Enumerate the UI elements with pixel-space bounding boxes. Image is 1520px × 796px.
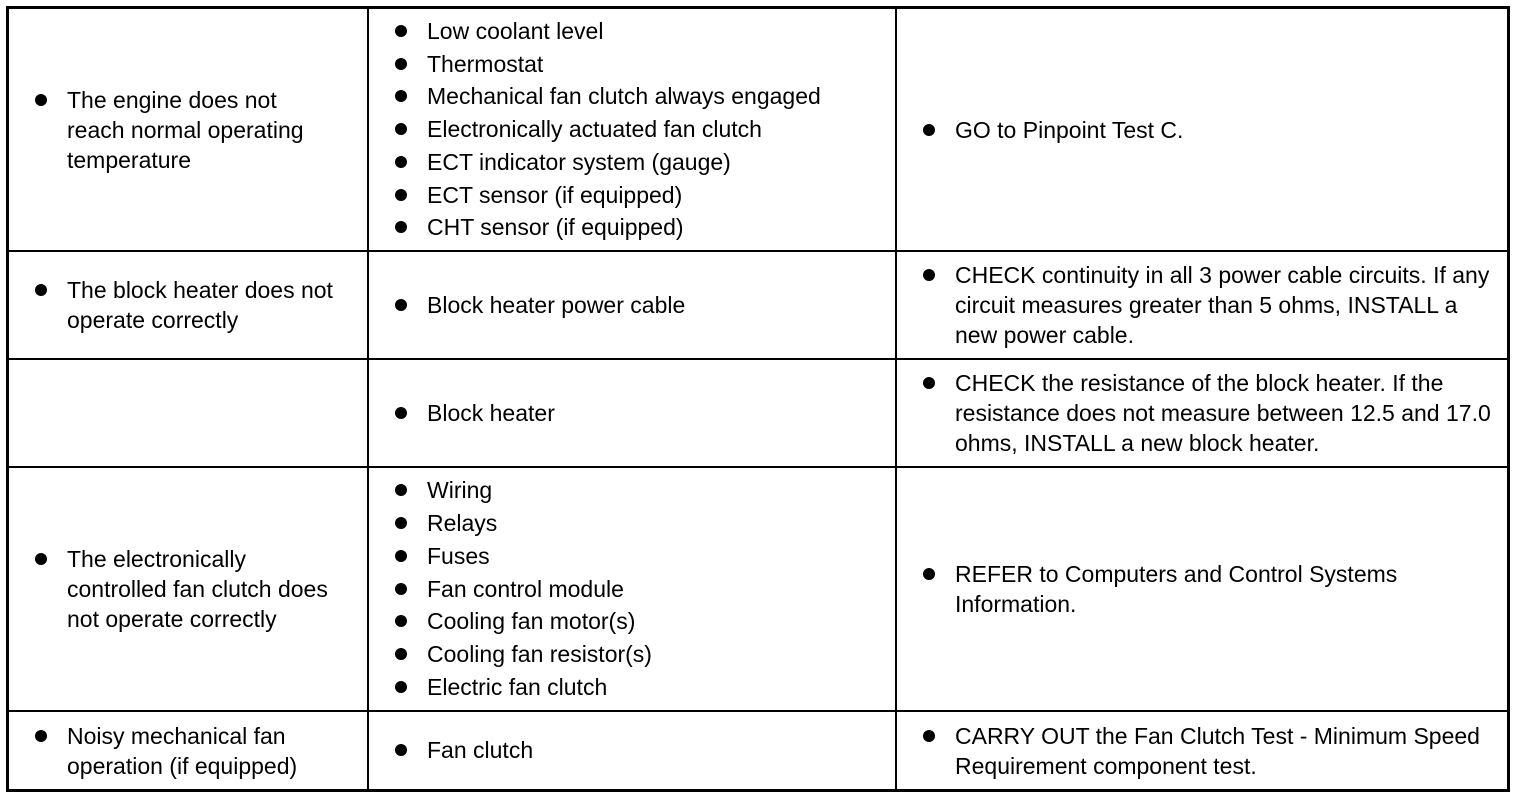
- table-row: [9, 360, 1507, 468]
- action-text: CARRY OUT the Fan Clutch Test - Minimum Speed Requirement component test.: [955, 722, 1480, 779]
- action-cell: [897, 360, 1507, 466]
- bullet-icon: [395, 58, 407, 70]
- action-item: [923, 559, 1433, 619]
- source-text: Fuses: [427, 542, 490, 569]
- bullet-icon: [923, 377, 935, 389]
- action-item: [923, 115, 1183, 145]
- condition-item: [35, 85, 335, 175]
- bullet-icon: [395, 648, 407, 660]
- bullet-icon: [35, 284, 47, 296]
- source-item: [395, 80, 821, 113]
- source-text: Electric fan clutch: [427, 673, 608, 700]
- action-item: [923, 721, 1495, 781]
- table-row: [9, 9, 1507, 252]
- bullet-icon: [395, 221, 407, 233]
- bullet-icon: [395, 583, 407, 595]
- source-list: [395, 15, 821, 245]
- source-list: [395, 474, 652, 704]
- bullet-icon: [395, 744, 407, 756]
- source-text: CHT sensor (if equipped): [427, 214, 684, 241]
- bullet-icon: [35, 730, 47, 742]
- source-text: Fan control module: [427, 575, 624, 602]
- bullet-icon: [395, 681, 407, 693]
- condition-text: The block heater does not operate correctly: [67, 277, 333, 333]
- bullet-icon: [923, 730, 935, 742]
- source-item: [395, 48, 821, 81]
- source-cell: [369, 712, 897, 789]
- bullet-icon: [395, 123, 407, 135]
- source-text: Block heater power cable: [427, 291, 686, 318]
- condition-text: Noisy mechanical fan operation (if equipped): [67, 722, 298, 779]
- bullet-icon: [923, 124, 935, 136]
- source-text: Mechanical fan clutch always engaged: [427, 83, 821, 110]
- source-item: [395, 638, 652, 671]
- source-text: ECT sensor (if equipped): [427, 181, 683, 208]
- source-text: Fan clutch: [427, 737, 534, 764]
- source-text: Wiring: [427, 477, 493, 504]
- bullet-icon: [395, 90, 407, 102]
- source-item: [395, 734, 533, 767]
- source-text: Cooling fan resistor(s): [427, 641, 652, 668]
- source-item: [395, 289, 685, 322]
- bullet-icon: [395, 407, 407, 419]
- condition-text: The electronically controlled fan clutch does not operate correctly: [67, 546, 328, 632]
- source-cell: [369, 252, 897, 358]
- action-cell: [897, 468, 1507, 710]
- bullet-icon: [35, 553, 47, 565]
- action-item: [923, 368, 1495, 458]
- table-row: [9, 468, 1507, 712]
- action-item: [923, 260, 1495, 350]
- source-item: [395, 15, 821, 48]
- bullet-icon: [395, 550, 407, 562]
- bullet-icon: [395, 615, 407, 627]
- source-item: [395, 113, 821, 146]
- condition-cell: [9, 712, 369, 789]
- source-item: [395, 540, 652, 573]
- bullet-icon: [395, 517, 407, 529]
- source-item: [395, 605, 652, 638]
- action-text: CHECK the resistance of the block heater. If the resistance does not measure between 12.5 and 17.0 ohms, INSTALL a new block heater.: [955, 370, 1491, 456]
- table-row: [9, 712, 1507, 789]
- source-item: [395, 146, 821, 179]
- condition-item: [35, 275, 359, 335]
- condition-item: [35, 721, 325, 781]
- bullet-icon: [395, 25, 407, 37]
- source-item: [395, 507, 652, 540]
- source-cell: [369, 468, 897, 710]
- source-cell: [369, 9, 897, 250]
- source-item: [395, 179, 821, 212]
- source-text: Electronically actuated fan clutch: [427, 116, 762, 143]
- source-text: Block heater: [427, 399, 555, 426]
- condition-cell: [9, 252, 369, 358]
- bullet-icon: [395, 299, 407, 311]
- source-item: [395, 671, 652, 704]
- condition-cell: [9, 468, 369, 710]
- diagnosis-table: [6, 6, 1510, 792]
- source-text: ECT indicator system (gauge): [427, 148, 731, 175]
- source-item: [395, 474, 652, 507]
- condition-item: [35, 544, 345, 634]
- source-text: Relays: [427, 510, 498, 536]
- bullet-icon: [923, 269, 935, 281]
- table-row: [9, 252, 1507, 360]
- condition-cell: [9, 360, 369, 466]
- bullet-icon: [923, 568, 935, 580]
- source-item: [395, 397, 555, 430]
- bullet-icon: [395, 189, 407, 201]
- action-text: REFER to Computers and Control Systems Information.: [955, 561, 1398, 617]
- bullet-icon: [395, 484, 407, 496]
- bullet-icon: [395, 156, 407, 168]
- source-item: [395, 211, 821, 244]
- action-text: GO to Pinpoint Test C.: [955, 116, 1184, 143]
- condition-text: The engine does not reach normal operating temperature: [67, 86, 304, 173]
- source-text: Cooling fan motor(s): [427, 608, 636, 635]
- action-cell: [897, 712, 1507, 789]
- source-cell: [369, 360, 897, 466]
- source-item: [395, 573, 652, 606]
- action-cell: [897, 9, 1507, 250]
- action-cell: [897, 252, 1507, 358]
- action-text: CHECK continuity in all 3 power cable circuits. If any circuit measures greater than 5 ohms, INSTALL a new power cable.: [955, 262, 1490, 348]
- source-text: Thermostat: [427, 50, 544, 77]
- bullet-icon: [35, 94, 47, 106]
- source-text: Low coolant level: [427, 17, 604, 44]
- condition-cell: [9, 9, 369, 250]
